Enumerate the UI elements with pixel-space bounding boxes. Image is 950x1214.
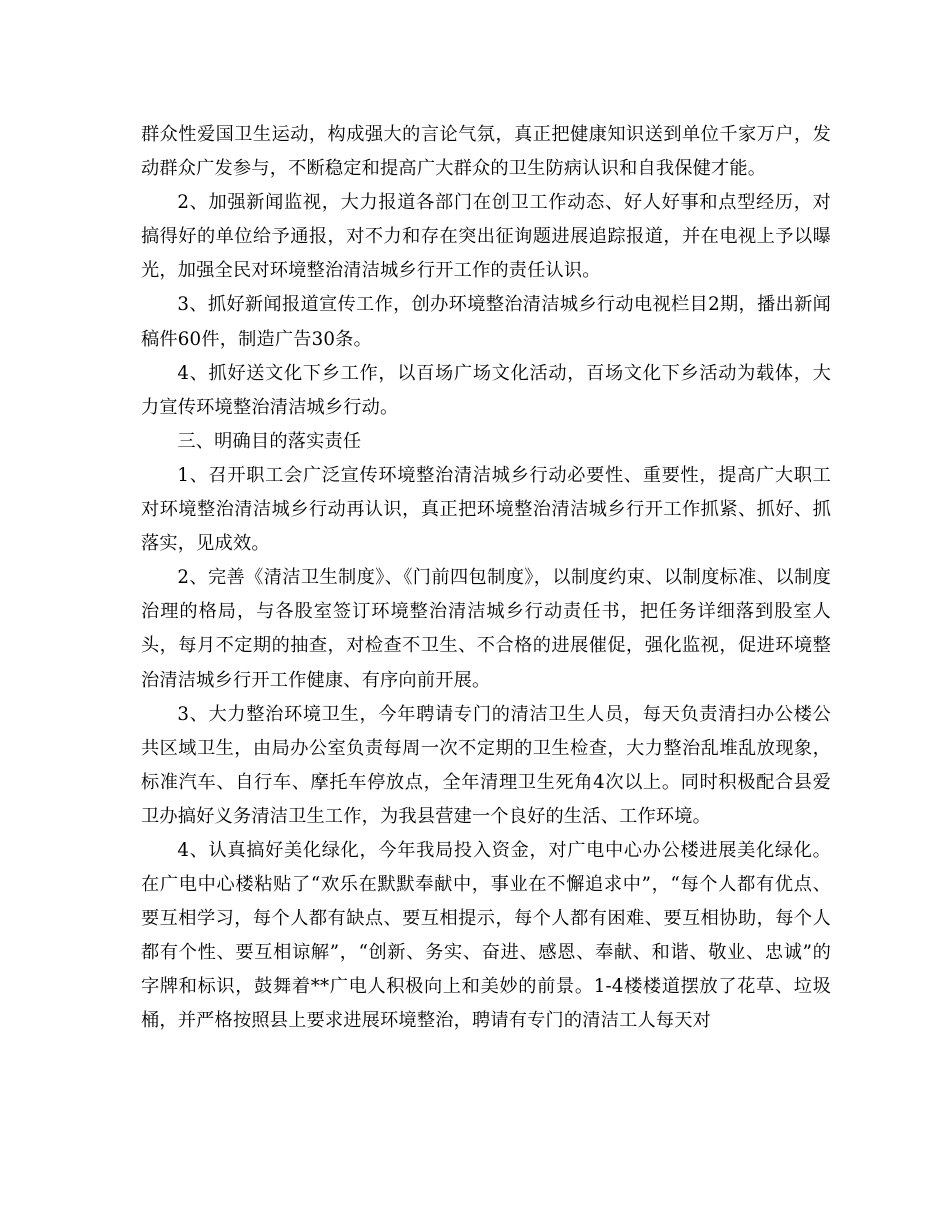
paragraph-item-4-culture-to-countryside: 4、抓好送文化下乡工作，以百场广场文化活动，百场文化下乡活动为载体，大力宣传环境整治清洁城乡行动。 (141, 362, 831, 418)
paragraph-item-4-beautification: 4、认真搞好美化绿化，今年我局投入资金，对广电中心办公楼进展美化绿化。在广电中心楼粘贴了“欢乐在默默奉献中，事业在不懈追求中”，“每个人都有优点、要互相学习，每个人都有缺点、要互相提示，每个人都有困难、要互相协助，每个人都有个性、要互相谅解”，“创新、务实、奋进、感恩、奉献、和谐、敬业、忠诚”的字牌和标识，鼓舞着**广电人积极向上和美妙的前景。1-4楼楼道摆放了花草、垃圾桶，并严格按照县上要求进展环境整治，聘请有专门的清洁工人每天对 (141, 839, 831, 1032)
paragraph-item-3-environment-sanitation: 3、大力整治环境卫生，今年聘请专门的清洁卫生人员，每天负责清扫办公楼公共区域卫生，由局办公室负责每周一次不定期的卫生检查，大力整治乱堆乱放现象，标准汽车、自行车、摩托车停放点，全年清理卫生死角4次以上。同时积极配合县爱卫办搞好义务清洁卫生工作，为我县营建一个良好的生活、工作环境。 (141, 703, 831, 827)
section-heading-3: 三、明确目的落实责任 (177, 430, 362, 452)
document-body (141, 118, 831, 1039)
paragraph-item-2-news-supervision: 2、加强新闻监视，大力报道各部门在创卫工作动态、好人好事和点型经历，对搞得好的单位给予通报，对不力和存在突出征询题进展追踪报道，并在电视上予以曝光，加强全民对环境整治清洁城乡行开工作的责任认识。 (141, 192, 831, 282)
paragraph-item-1-staff-meeting: 1、召开职工会广泛宣传环境整治清洁城乡行动必要性、重要性，提高广大职工对环境整治清洁城乡行动再认识，真正把环境整治清洁城乡行开工作抓紧、抓好、抓落实，见成效。 (141, 464, 831, 555)
paragraph-item-3-news-reporting: 3、抓好新闻报道宣传工作，创办环境整治清洁城乡行动电视栏目2期，播出新闻稿件60件，制造广告30条。 (141, 294, 831, 350)
paragraph-item-2-regulations: 2、完善《清洁卫生制度》、《门前四包制度》，以制度约束、以制度标准、以制度治理的格局，与各股室签订环境整治清洁城乡行动责任书，把任务详细落到股室人头，每月不定期的抽查，对检查不卫生、不合格的进展催促，强化监视，促进环境整治清洁城乡行开工作健康、有序向前开展。 (141, 567, 831, 691)
paragraph-continuation: 群众性爱国卫生运动，构成强大的言论气氛，真正把健康知识送到单位千家万户，发动群众广发参与，不断稳定和提高广大群众的卫生防病认识和自我保健才能。 (141, 124, 831, 180)
